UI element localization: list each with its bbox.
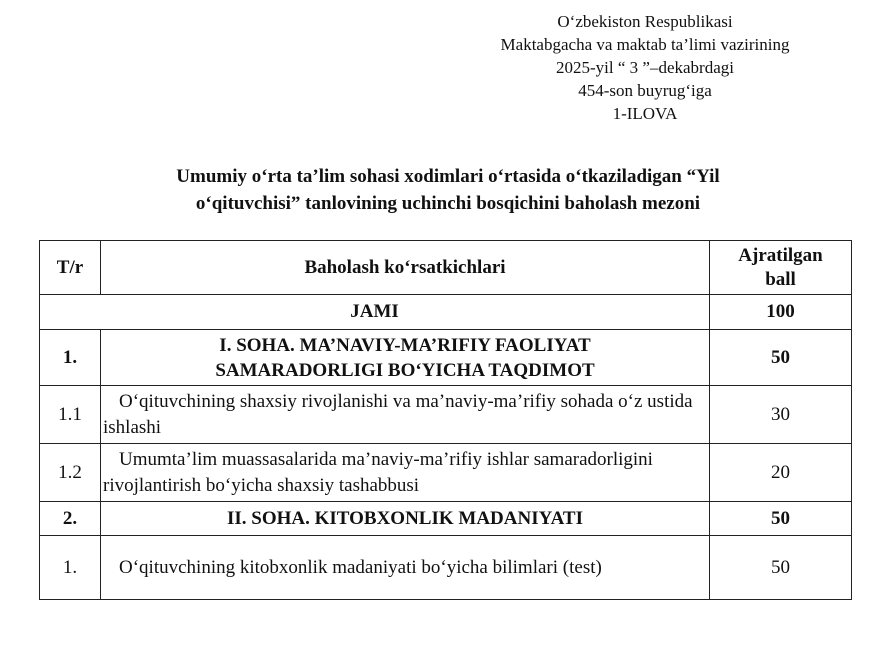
header-line-republic: O‘zbekiston Respublikasi: [557, 12, 733, 31]
section-title: II. SOHA. KITOBXONLIK MADANIYATI: [101, 502, 710, 536]
row-number: 1.1: [40, 386, 101, 444]
column-header-points-line1: Ajratilgan: [738, 244, 823, 266]
table-row-item-1-2: [40, 444, 852, 502]
column-header-points: [710, 241, 852, 295]
header-line-order-number: 454-son buyrug‘iga: [578, 81, 712, 100]
criterion-text: Umumta’lim muassasalarida ma’naviy-ma’rifiy ishlar samaradorligini rivojlantirish bo‘yicha shaxsiy tashabbusi: [101, 444, 710, 502]
row-points: 30: [710, 386, 852, 444]
column-header-criteria: Baholash ko‘rsatkichlari: [101, 241, 710, 295]
total-label: JAMI: [40, 295, 710, 330]
table-header-row: [40, 241, 852, 295]
order-reference-block: [440, 10, 850, 125]
table-row-item-2-1: [40, 536, 852, 600]
row-points: 50: [710, 330, 852, 386]
row-points: 50: [710, 536, 852, 600]
row-number: 1.2: [40, 444, 101, 502]
criteria-table: [39, 240, 852, 600]
row-points: 50: [710, 502, 852, 536]
row-number: 2.: [40, 502, 101, 536]
column-header-number: T/r: [40, 241, 101, 295]
criterion-text: O‘qituvchining kitobxonlik madaniyati bo‘yicha bilimlari (test): [101, 536, 710, 600]
row-points: 20: [710, 444, 852, 502]
row-number: 1.: [40, 330, 101, 386]
section-title-line2: SAMARADORLIGI BO‘YICHA TAQDIMOT: [215, 359, 595, 381]
document-title-line1: Umumiy o‘rta ta’lim sohasi xodimlari o‘rtasida o‘tkaziladigan “Yil: [176, 166, 720, 187]
header-line-appendix: 1-ILOVA: [612, 104, 678, 123]
table-row-total: [40, 295, 852, 330]
section-title-line1: I. SOHA. MA’NAVIY-MA’RIFIY FAOLIYAT: [219, 334, 591, 356]
row-number: 1.: [40, 536, 101, 600]
criterion-text: O‘qituvchining shaxsiy rivojlanishi va ma’naviy-ma’rifiy sohada o‘z ustida ishlashi: [101, 386, 710, 444]
total-points: 100: [710, 295, 852, 330]
document-title-line2: o‘qituvchisi” tanlovining uchinchi bosqichini baholash mezoni: [195, 193, 701, 214]
table-row-section-2: [40, 502, 852, 536]
table-row-item-1-1: [40, 386, 852, 444]
header-line-date: 2025-yil “ 3 ”–dekabrdagi: [556, 58, 734, 77]
header-line-ministry: Maktabgacha va maktab ta’limi vazirining: [500, 35, 790, 54]
column-header-points-line2: ball: [765, 268, 796, 290]
table-row-section-1: [40, 330, 852, 386]
document-title: [60, 163, 836, 217]
section-title: [101, 330, 710, 386]
